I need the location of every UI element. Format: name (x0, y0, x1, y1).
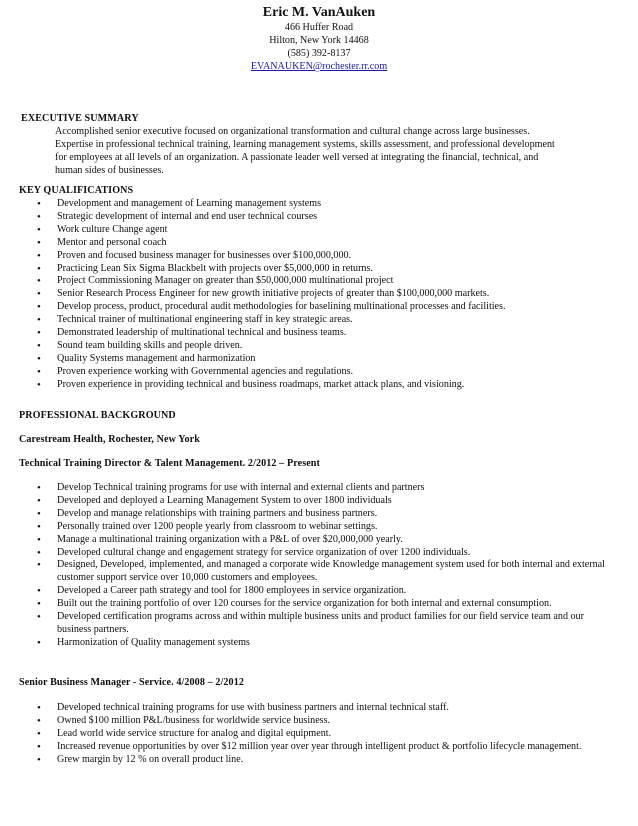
list-item: • Quality Systems management and harmonization (37, 353, 617, 366)
list-item: • Proven and focused business manager for businesses over $100,000,000. (37, 250, 617, 263)
role-duties-list (37, 702, 617, 767)
list-item: • Project Commissioning Manager on greater than $50,000,000 multinational project (37, 275, 617, 288)
list-item: • Develop and manage relationships with training partners and business partners. (37, 508, 617, 521)
list-item: • Increased revenue opportunities by over $12 million year over year through intelligent product & portfolio lifecycle management. (37, 741, 617, 754)
list-item: • Proven experience in providing technical and business roadmaps, market attack plans, and visioning. (37, 379, 617, 392)
list-item: • Personally trained over 1200 people yearly from classroom to webinar settings. (37, 521, 617, 534)
list-item: • Harmonization of Quality management systems (37, 637, 617, 650)
list-item: • Lead world wide service structure for analog and digital equipment. (37, 728, 617, 741)
company-name: Carestream Health, Rochester, New York (19, 434, 200, 445)
candidate-name: Eric M. VanAuken (262, 5, 376, 20)
list-item: • Grew margin by 12 % on overall product line. (37, 754, 617, 767)
list-item: • Developed technical training programs for use with business partners and internal technical staff. (37, 702, 617, 715)
list-item: • Developed cultural change and engagement strategy for service organization of over 1200 individuals. (37, 547, 617, 560)
list-item: • Manage a multinational training organization with a P&L of over $20,000,000 yearly. (37, 534, 617, 547)
list-item: • Development and management of Learning management systems (37, 198, 617, 211)
address-line-2: Hilton, New York 14468 (269, 35, 369, 46)
summary-line: Expertise in professional technical training, learning management systems, skills assessment, and professional development (55, 138, 555, 150)
list-item: • Mentor and personal coach (37, 237, 617, 250)
list-item: • Developed certification programs across and within multiple business units and product families for our field service team and our business partners. (37, 611, 617, 637)
list-item: • Proven experience working with Governmental agencies and regulations. (37, 366, 617, 379)
list-item: • Develop Technical training programs for use with internal and external clients and partners (37, 482, 617, 495)
executive-summary-text (55, 126, 615, 178)
list-item: • Designed, Developed, implemented, and managed a corporate wide Knowledge management system used for both internal and external customer support service over 10,000 customers and employees. (37, 559, 617, 585)
list-item: • Sound team building skills and people driven. (37, 340, 617, 353)
list-item: • Strategic development of internal and end user technical courses (37, 211, 617, 224)
phone-number: (585) 392-8137 (287, 48, 351, 59)
summary-line: Accomplished senior executive focused on organizational transformation and cultural change across large businesses. (55, 126, 530, 137)
list-item: • Develop process, product, procedural audit methodologies for baselining multinational processes and facilities. (37, 301, 617, 314)
role-title: Technical Training Director & Talent Management. 2/2012 – Present (19, 458, 320, 469)
key-qualifications-heading: KEY QUALIFICATIONS (19, 185, 134, 196)
list-item: • Demonstrated leadership of multinational technical and business teams. (37, 327, 617, 340)
list-item: • Owned $100 million P&L/business for worldwide service business. (37, 715, 617, 728)
role-duties-list (37, 482, 617, 650)
list-item: • Developed and deployed a Learning Management System to over 1800 individuals (37, 495, 617, 508)
list-item: • Developed a Career path strategy and tool for 1800 employees in service organization. (37, 585, 617, 598)
address-line-1: 466 Huffer Road (284, 22, 354, 33)
summary-line: human sides of businesses. (55, 164, 164, 176)
list-item: • Practicing Lean Six Sigma Blackbelt with projects over $5,000,000 in returns. (37, 263, 617, 276)
list-item: • Technical trainer of multinational engineering staff in key strategic areas. (37, 314, 617, 327)
list-item: • Senior Research Process Engineer for new growth initiative projects of greater than $100,000,000 markets. (37, 288, 617, 301)
professional-background-heading: PROFESSIONAL BACKGROUND (19, 410, 176, 421)
executive-summary-heading: EXECUTIVE SUMMARY (21, 113, 139, 124)
list-item: • Built out the training portfolio of over 120 courses for the service organization for both internal and external consumption. (37, 598, 617, 611)
summary-line: for employees at all levels of an organization. A passionate leader well versed at integrating the financial, technical, and (55, 151, 539, 163)
email-link[interactable]: EVANAUKEN@rochester.rr.com (250, 61, 388, 72)
list-item: • Work culture Change agent (37, 224, 617, 237)
role-title: Senior Business Manager - Service. 4/2008 – 2/2012 (19, 677, 245, 688)
key-qualifications-list (37, 198, 617, 392)
